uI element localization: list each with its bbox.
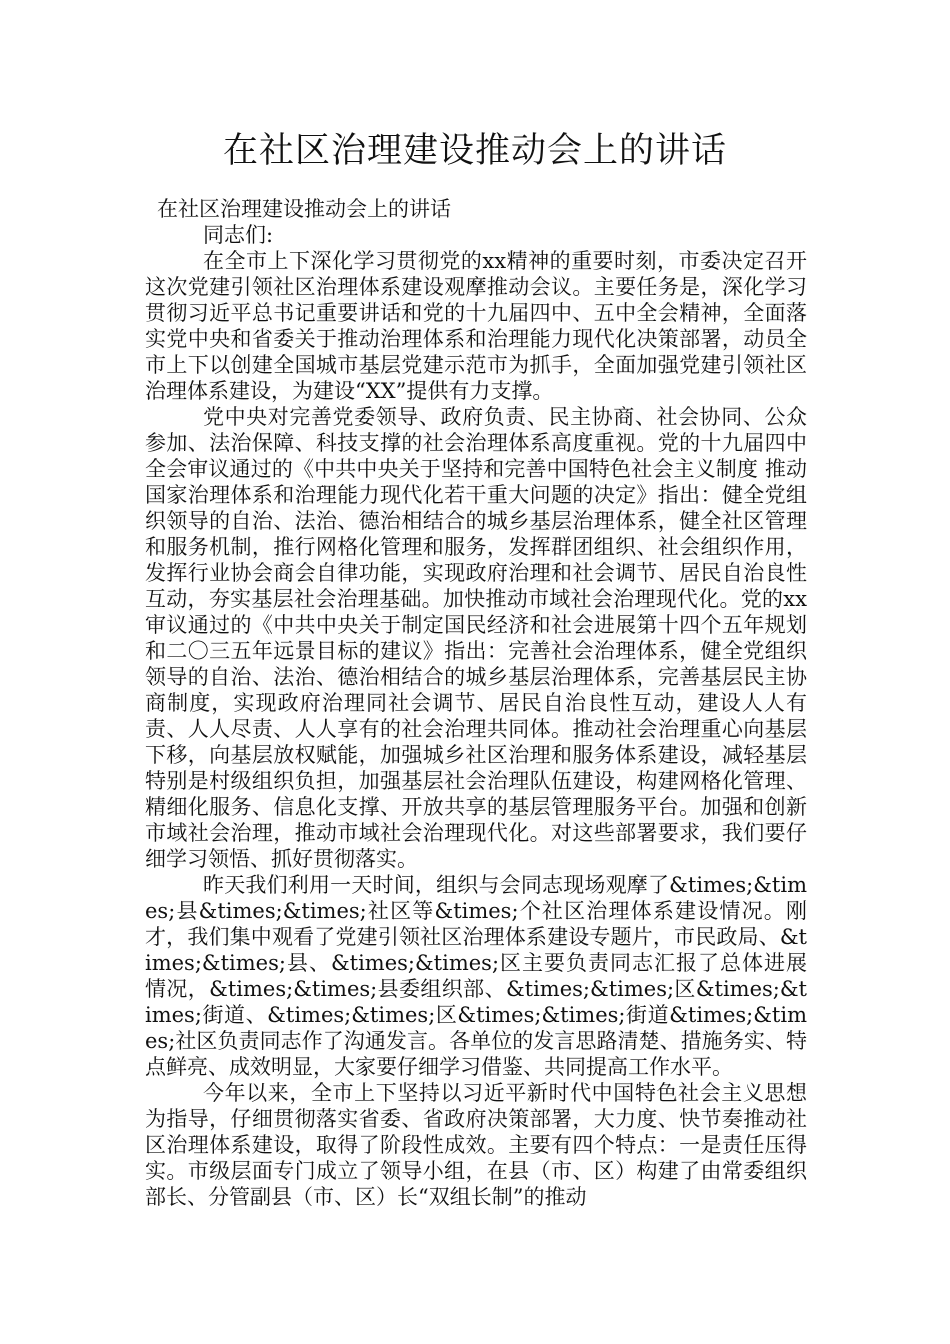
paragraph-2: 党中央对完善党委领导、政府负责、民主协商、社会协同、公众参加、法治保障、科技支撑的社会治理体系高度重视。党的十九届四中全会审议通过的《中共中央关于坚持和完善中国特色社会主义制度 推动国家治理体系和治理能力现代化若干重大问题的决定》指出：健全党组织领导的自治、法治、德治相结合的城乡基层治理体系，健全社区管理和服务机制，推行网格化管理和服务，发挥群团组织、社会组织作用，发挥行业协会商会自律功能，实现政府治理和社会调节、居民自治良性互动，夯实基层社会治理基础。加快推动市域社会治理现代化。党的xx审议通过的《中共中央关于制定国民经济和社会进展第十四个五年规划和二〇三五年远景目标的建议》指出：完善社会治理体系，健全党组织领导的自治、法治、德治相结合的城乡基层治理体系，完善基层民主协商制度，实现政府治理同社会调节、居民自治良性互动，建设人人有责、人人尽责、人人享有的社会治理共同体。推动社会治理重心向基层下移，向基层放权赋能，加强城乡社区治理和服务体系建设，减轻基层特别是村级组织负担，加强基层社会治理队伍建设，构建网格化管理、精细化服务、信息化支撑、开放共享的基层管理服务平台。加强和创新市域社会治理，推动市域社会治理现代化。对这些部署要求，我们要仔细学习领悟、抓好贯彻落实。 [145,405,807,871]
paragraph-1: 在全市上下深化学习贯彻党的xx精神的重要时刻，市委决定召开这次党建引领社区治理体系建设观摩推动会议。主要任务是，深化学习贯彻习近平总书记重要讲话和党的十九届四中、五中全会精神，全面落实党中央和省委关于推动治理体系和治理能力现代化决策部署，动员全市上下以创建全国城市基层党建示范市为抓手，全面加强党建引领社区治理体系建设，为建设“XX”提供有力支撑。 [145,249,807,403]
greeting: 同志们: [203,223,274,247]
paragraph-3: 昨天我们利用一天时间，组织与会同志现场观摩了&times;&times;县&times;&times;社区等&times;个社区治理体系建设情况。刚才，我们集中观看了党建引领社区治理体系建设专题片，市民政局、&times;&times;县、&times;&times;区主要负责同志汇报了总体进展情况，&times;&times;县委组织部、&times;&times;区&times;&times;街道、&times;&times;区&times;&times;街道&times;&times;社区负责同志作了沟通发言。各单位的发言思路清楚、措施务实、特点鲜亮、成效明显，大家要仔细学习借鉴、共同提高工作水平。 [145,873,807,1079]
document-title: 在社区治理建设推动会上的讲话 [222,131,727,171]
document-subtitle: 在社区治理建设推动会上的讲话 [157,197,451,221]
paragraph-4: 今年以来，全市上下坚持以习近平新时代中国特色社会主义思想为指导，仔细贯彻落实省委、省政府决策部署，大力度、快节奏推动社区治理体系建设，取得了阶段性成效。主要有四个特点：一是责任压得实。市级层面专门成立了领导小组，在县（市、区）构建了由常委组织部长、分管副县（市、区）长“双组长制”的推动 [145,1081,807,1209]
document-body [145,196,807,1210]
